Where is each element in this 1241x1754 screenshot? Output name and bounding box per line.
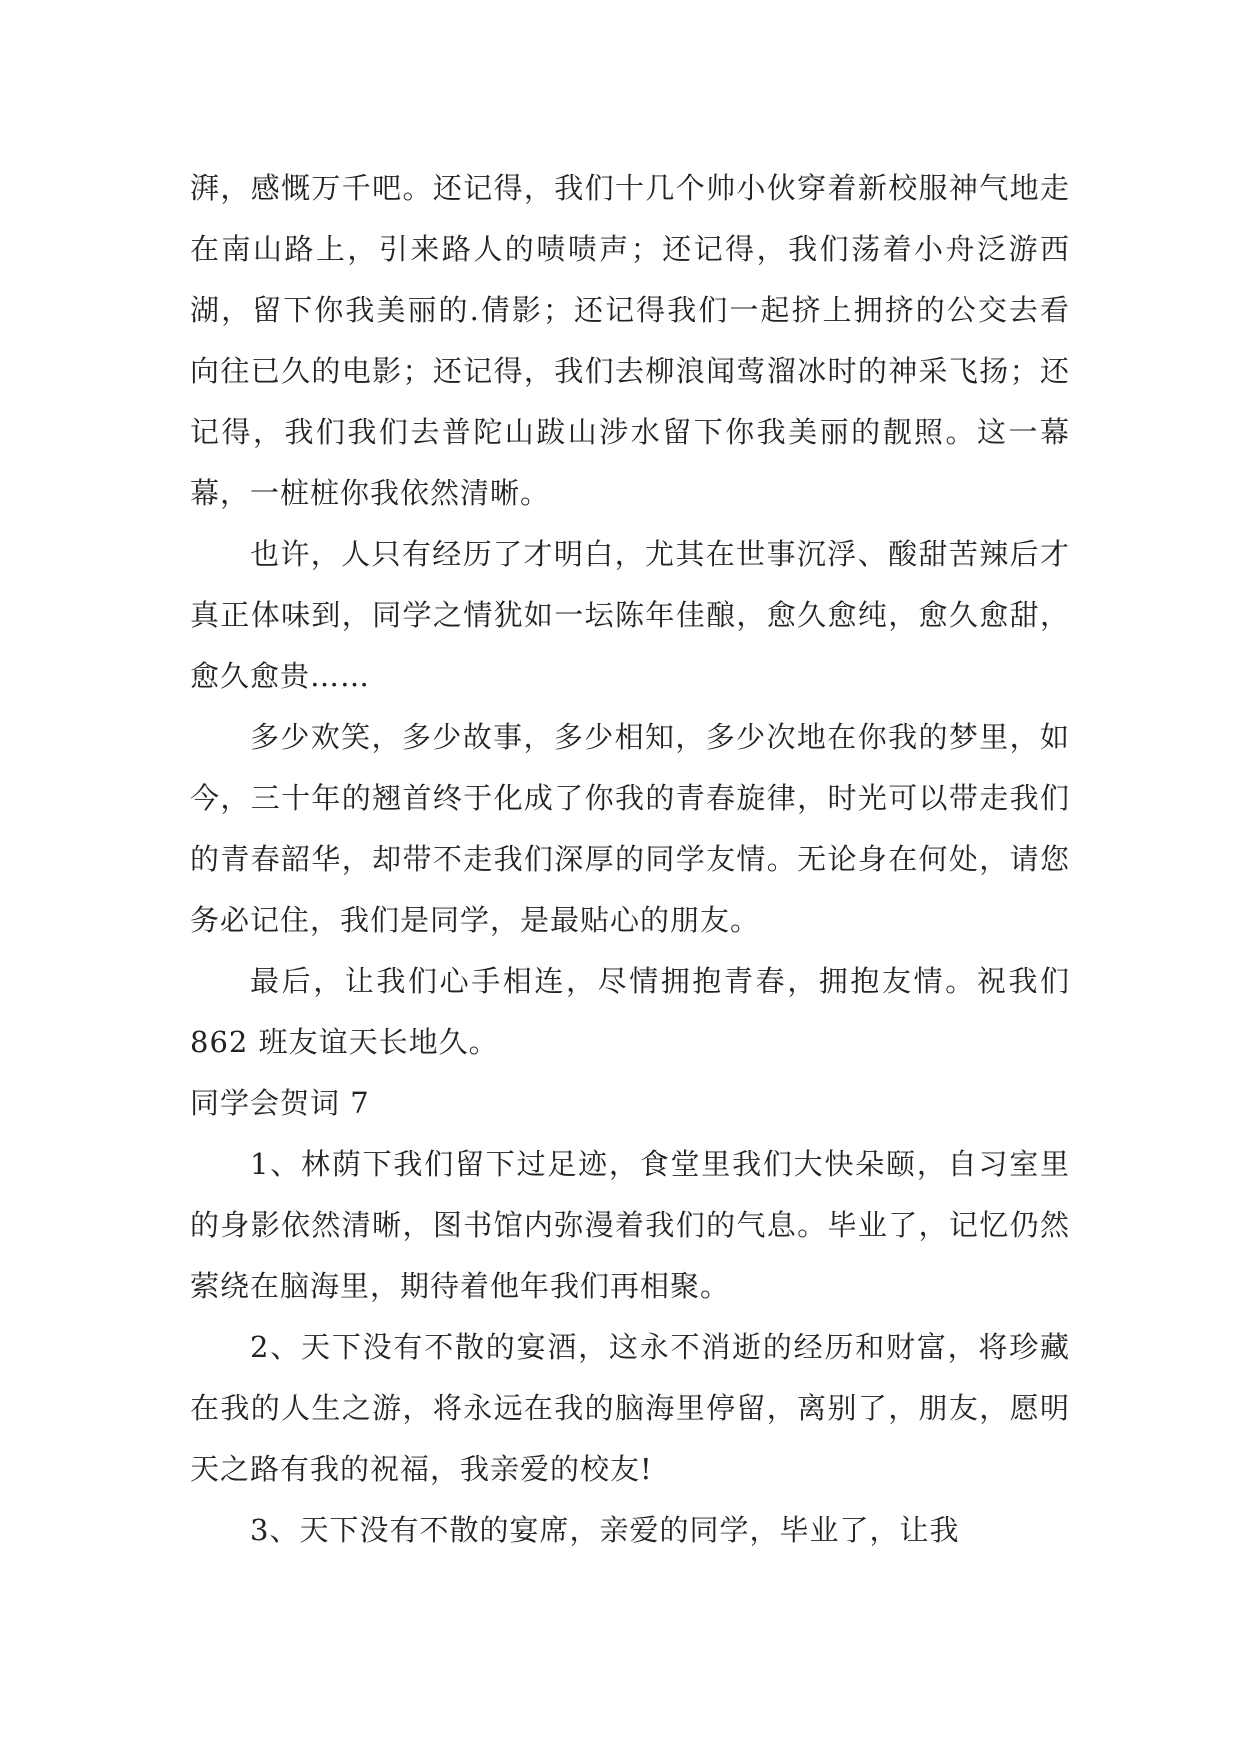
list-item-1: 1、林荫下我们留下过足迹，食堂里我们大快朵颐，自习室里的身影依然清晰，图书馆内弥漫着我们的气息。毕业了，记忆仍然萦绕在脑海里，期待着他年我们再相聚。 — [190, 1147, 1070, 1303]
paragraph-perhaps: 也许，人只有经历了才明白，尤其在世事沉浮、酸甜苦辣后才真正体味到，同学之情犹如一坛陈年佳酿，愈久愈纯，愈久愈甜，愈久愈贵…… — [190, 537, 1070, 693]
section-title: 同学会贺词 7 — [190, 1086, 370, 1120]
paragraph-continued: 湃，感慨万千吧。还记得，我们十几个帅小伙穿着新校服神气地走在南山路上，引来路人的啧啧声；还记得，我们荡着小舟泛游西湖，留下你我美丽的.倩影；还记得我们一起挤上拥挤的公交去看向往已久的电影；还记得，我们去柳浪闻莺溜冰时的神采飞扬；还记得，我们我们去普陀山跋山涉水留下你我美丽的靓照。这一幕幕，一桩桩你我依然清晰。 — [190, 171, 1070, 510]
paragraph-finally: 最后，让我们心手相连，尽情拥抱青春，拥抱友情。祝我们 862 班友谊天长地久。 — [190, 964, 1070, 1059]
paragraph-laughter: 多少欢笑，多少故事，多少相知，多少次地在你我的梦里，如今，三十年的翘首终于化成了你我的青春旋律，时光可以带走我们的青春韶华，却带不走我们深厚的同学友情。无论身在何处，请您务必记住，我们是同学，是最贴心的朋友。 — [190, 720, 1070, 937]
document-page — [190, 158, 1070, 1561]
list-item-3: 3、天下没有不散的宴席，亲爱的同学，毕业了，让我 — [250, 1513, 960, 1547]
list-item-2: 2、天下没有不散的宴酒，这永不消逝的经历和财富，将珍藏在我的人生之游，将永远在我的脑海里停留，离别了，朋友，愿明天之路有我的祝福，我亲爱的校友! — [190, 1330, 1070, 1486]
